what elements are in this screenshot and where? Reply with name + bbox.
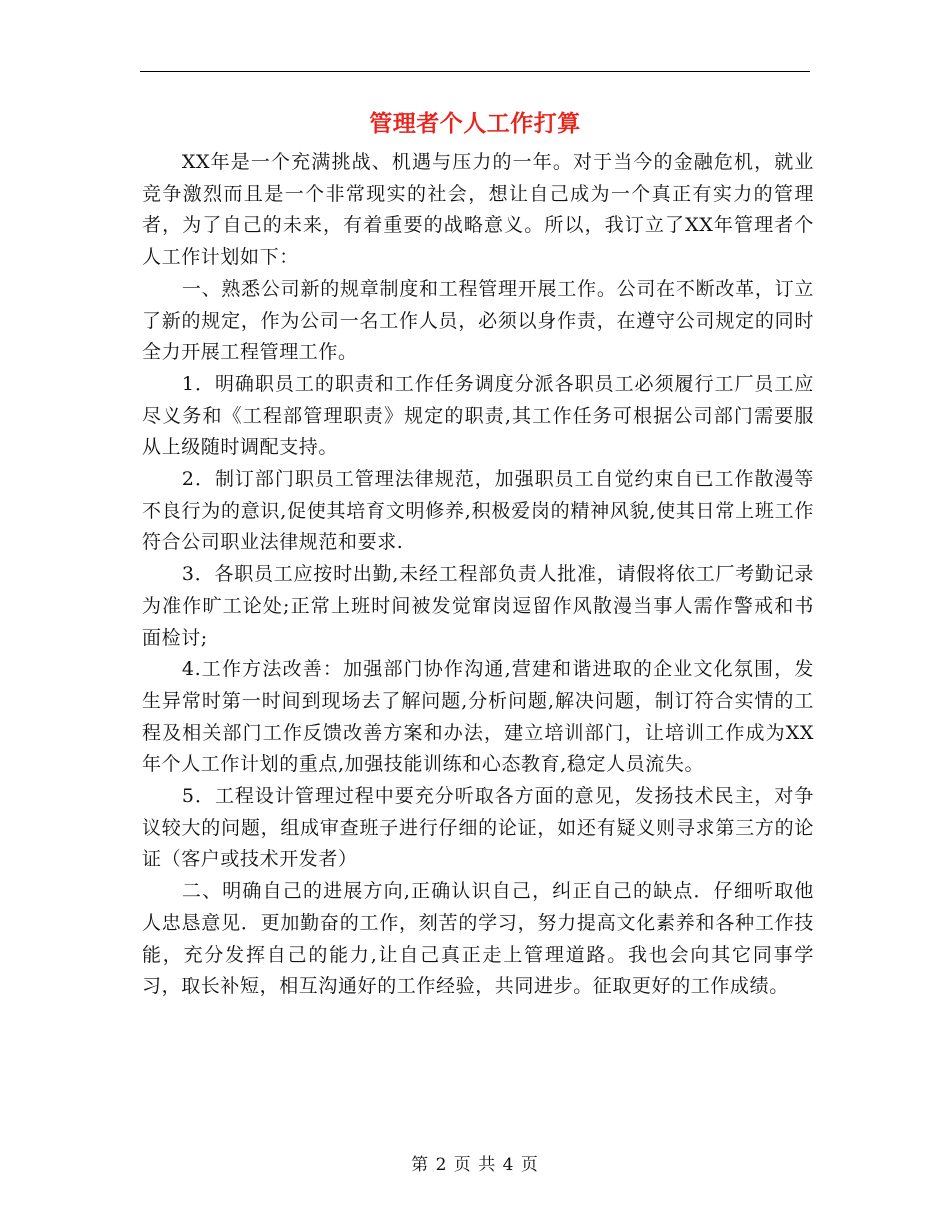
header-divider: [140, 71, 810, 72]
page-number-footer: 第 2 页 共 4 页: [411, 1155, 539, 1175]
paragraph-item-5: 5．工程设计管理过程中要充分听取各方面的意见，发扬技术民主，对争议较大的问题，组成审查班子进行仔细的论证，如还有疑义则寻求第三方的论证（客户或技术开发者）: [142, 785, 814, 871]
paragraph-section-1: 一、熟悉公司新的规章制度和工程管理开展工作。公司在不断改革，订立了新的规定，作为公司一名工作人员，必须以身作责，在遵守公司规定的同时全力开展工程管理工作。: [142, 277, 814, 364]
document-title: 管理者个人工作打算: [369, 110, 581, 137]
paragraph-item-4: 4.工作方法改善：加强部门协作沟通,营建和谐进取的企业文化氛围，发生异常时第一时间到现场去了解问题,分析问题,解决问题，制订符合实情的工程及相关部门工作反馈改善方案和办法，建立培训部门，让培训工作成为XX年个人工作计划的重点,加强技能训练和心态教育,稳定人员流失。: [142, 658, 814, 776]
paragraph-section-2: 二、明确自己的进展方向,正确认识自己，纠正自己的缺点．仔细听取他人忠恳意见．更加勤奋的工作，刻苦的学习，努力提高文化素养和各种工作技能，充分发挥自己的能力,让自己真正走上管理道路。我也会向其它同事学习，取长补短，相互沟通好的工作经验，共同进步。征取更好的工作成绩。: [142, 880, 814, 998]
paragraph-item-1: 1．明确职员工的职责和工作任务调度分派各职员工必须履行工厂员工应尽义务和《工程部管理职责》规定的职责,其工作任务可根据公司部门需要服从上级随时调配支持。: [142, 372, 814, 459]
paragraph-intro: XX年是一个充满挑战、机遇与压力的一年。对于当今的金融危机，就业竞争激烈而且是一个非常现实的社会，想让自己成为一个真正有实力的管理者，为了自己的未来，有着重要的战略意义。所以，我订立了XX年管理者个人工作计划如下：: [142, 151, 814, 269]
document-body: [142, 147, 814, 1003]
paragraph-item-3: 3．各职员工应按时出勤,未经工程部负责人批准，请假将依工厂考勤记录为准作旷工论处;正常上班时间被发觉窜岗逗留作风散漫当事人需作警戒和书面检讨;: [142, 563, 814, 649]
paragraph-item-2: 2．制订部门职员工管理法律规范，加强职员工自觉约束自已工作散漫等不良行为的意识,促使其培育文明修养,积极爱岗的精神风貌,使其日常上班工作符合公司职业法律规范和要求.: [142, 468, 814, 554]
